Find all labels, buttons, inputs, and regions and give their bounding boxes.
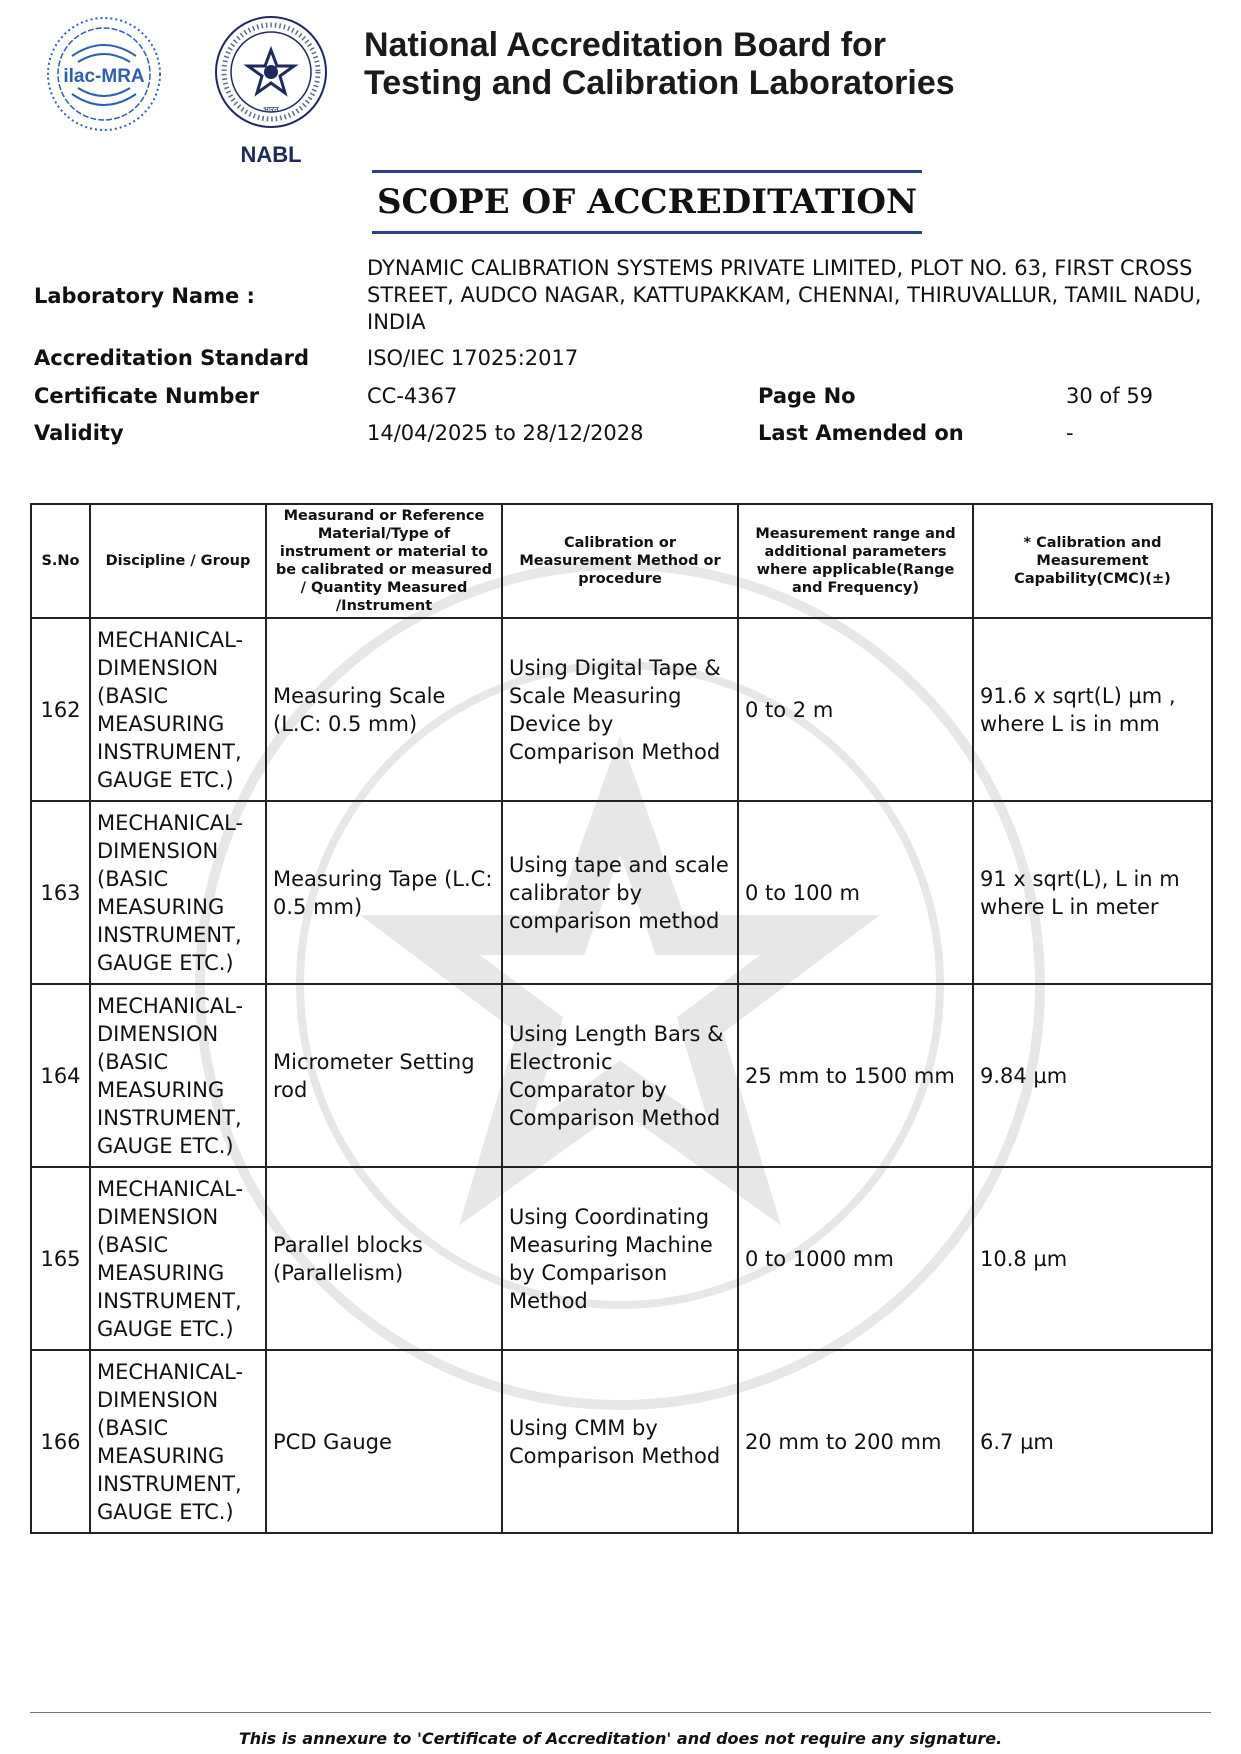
org-title: [364, 26, 1004, 102]
cell-measurand: PCD Gauge: [266, 1350, 502, 1533]
cell-range: 0 to 1000 mm: [738, 1167, 973, 1350]
cell-discipline: MECHANICAL- DIMENSION (BASIC MEASURING INSTRUMENT, GAUGE ETC.): [90, 984, 266, 1167]
cell-sno: 165: [31, 1167, 90, 1350]
scope-title: SCOPE OF ACCREDITATION: [372, 170, 922, 234]
cell-measurand: Parallel blocks (Parallelism): [266, 1167, 502, 1350]
cell-sno: 164: [31, 984, 90, 1167]
cell-discipline: MECHANICAL- DIMENSION (BASIC MEASURING INSTRUMENT, GAUGE ETC.): [90, 801, 266, 984]
header-cmc: * Calibration and Measurement Capability(CMC)(±): [973, 504, 1212, 618]
lab-name-value: DYNAMIC CALIBRATION SYSTEMS PRIVATE LIMITED, PLOT NO. 63, FIRST CROSS STREET, AUDCO NAGAR, KATTUPAKKAM, CHENNAI, THIRUVALLUR, TAMIL NADU, INDIA: [367, 256, 1202, 334]
cell-sno: 163: [31, 801, 90, 984]
standard-label: Accreditation Standard: [34, 346, 309, 370]
cell-sno: 162: [31, 618, 90, 801]
table-row: [31, 618, 1212, 801]
footer-divider: [30, 1712, 1211, 1713]
last-amended-value: -: [1066, 421, 1074, 445]
cell-range: 0 to 100 m: [738, 801, 973, 984]
cell-range: 20 mm to 200 mm: [738, 1350, 973, 1533]
table-row: [31, 801, 1212, 984]
certificate-label: Certificate Number: [34, 384, 260, 408]
certificate-value: CC-4367: [367, 384, 458, 408]
validity-value: 14/04/2025 to 28/12/2028: [367, 421, 644, 445]
cell-sno: 166: [31, 1350, 90, 1533]
cell-method: Using Length Bars & Electronic Comparator by Comparison Method: [502, 984, 738, 1167]
header-sno: S.No: [31, 504, 90, 618]
table-row: [31, 1167, 1212, 1350]
header-measurand: Measurand or Reference Material/Type of instrument or material to be calibrated or measured / Quantity Measured /Instrument: [266, 504, 502, 618]
lab-name-label: Laboratory Name :: [34, 284, 255, 308]
nabl-ring-text: भारत: [263, 105, 279, 114]
header-range: Measurement range and additional parameters where applicable(Range and Frequency): [738, 504, 973, 618]
cell-range: 0 to 2 m: [738, 618, 973, 801]
table-row: [31, 984, 1212, 1167]
cell-discipline: MECHANICAL- DIMENSION (BASIC MEASURING INSTRUMENT, GAUGE ETC.): [90, 1350, 266, 1533]
cell-method: Using CMM by Comparison Method: [502, 1350, 738, 1533]
last-amended-label: Last Amended on: [758, 421, 964, 445]
org-title-line1: National Accreditation Board for: [364, 26, 887, 64]
cell-cmc: 91.6 x sqrt(L) µm , where L is in mm: [973, 618, 1212, 801]
header-discipline: Discipline / Group: [90, 504, 266, 618]
ilac-mra-logo: [44, 14, 164, 134]
footer-note: This is annexure to 'Certificate of Accreditation' and does not require any signature.: [238, 1729, 1003, 1748]
ilac-logo-text: ilac-MRA: [63, 66, 145, 87]
page-label: Page No: [758, 384, 856, 408]
cell-measurand: Measuring Scale (L.C: 0.5 mm): [266, 618, 502, 801]
cell-cmc: 6.7 µm: [973, 1350, 1212, 1533]
cell-discipline: MECHANICAL- DIMENSION (BASIC MEASURING INSTRUMENT, GAUGE ETC.): [90, 1167, 266, 1350]
cell-cmc: 10.8 µm: [973, 1167, 1212, 1350]
scope-table: [30, 503, 1213, 1534]
cell-cmc: 9.84 µm: [973, 984, 1212, 1167]
cell-measurand: Measuring Tape (L.C: 0.5 mm): [266, 801, 502, 984]
standard-value: ISO/IEC 17025:2017: [367, 346, 579, 370]
header-method: Calibration or Measurement Method or procedure: [502, 504, 738, 618]
nabl-logo: [212, 12, 330, 172]
cell-measurand: Micrometer Setting rod: [266, 984, 502, 1167]
page-value: 30 of 59: [1066, 384, 1154, 408]
cell-method: Using tape and scale calibrator by comparison method: [502, 801, 738, 984]
table-header-row: [31, 504, 1212, 618]
nabl-logo-text: NABL: [240, 142, 302, 167]
cell-method: Using Coordinating Measuring Machine by Comparison Method: [502, 1167, 738, 1350]
validity-label: Validity: [34, 421, 124, 445]
cell-method: Using Digital Tape & Scale Measuring Device by Comparison Method: [502, 618, 738, 801]
cell-cmc: 91 x sqrt(L), L in m where L in meter: [973, 801, 1212, 984]
cell-discipline: MECHANICAL- DIMENSION (BASIC MEASURING INSTRUMENT, GAUGE ETC.): [90, 618, 266, 801]
org-title-line2: Testing and Calibration Laboratories: [364, 64, 955, 102]
cell-range: 25 mm to 1500 mm: [738, 984, 973, 1167]
table-row: [31, 1350, 1212, 1533]
